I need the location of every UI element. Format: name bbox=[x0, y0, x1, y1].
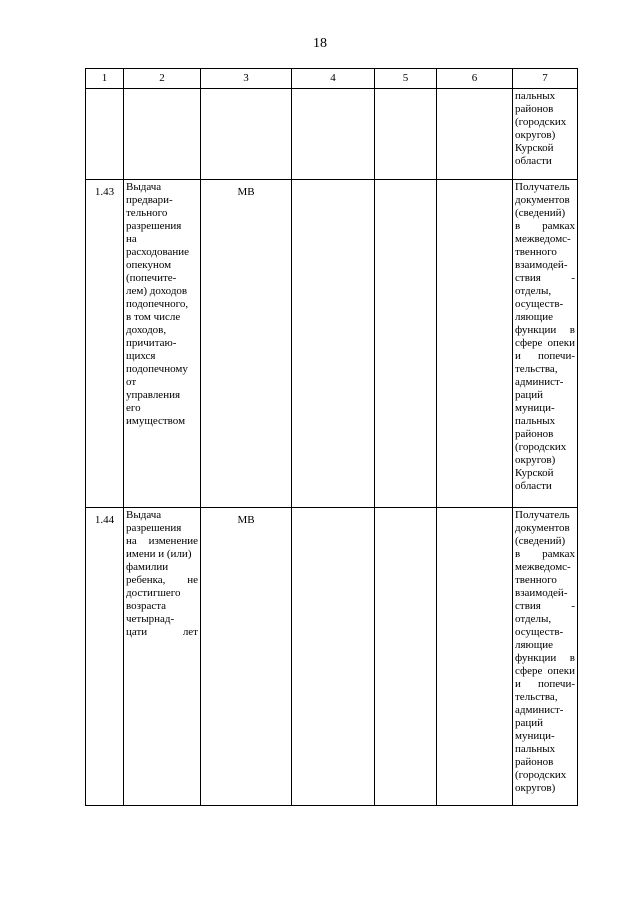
cell-text-line: ляющие bbox=[515, 311, 554, 323]
cell-text-line: цати лет bbox=[126, 626, 198, 638]
cell-text-line: взаимодей- bbox=[515, 587, 568, 599]
cell-recipient bbox=[513, 508, 578, 806]
cell-text-line: тельства, bbox=[515, 691, 558, 703]
cell-text-line: функции в bbox=[515, 324, 575, 336]
cell-text-line: Получатель bbox=[515, 181, 570, 193]
cell-text-line: в рамках bbox=[515, 548, 575, 560]
cell-text-line: (сведений) bbox=[515, 207, 566, 219]
cell-text-line: доходов, bbox=[126, 324, 167, 336]
cell-text-line: на bbox=[126, 233, 137, 245]
table-row bbox=[86, 180, 578, 508]
header-col-6: 6 bbox=[437, 69, 513, 89]
cell-col3 bbox=[201, 89, 292, 180]
cell-text-line: Курской bbox=[515, 467, 554, 479]
cell-text-line: Получатель bbox=[515, 509, 570, 521]
cell-col4 bbox=[292, 508, 375, 806]
cell-col6 bbox=[437, 180, 513, 508]
cell-text-line: на изменение bbox=[126, 535, 198, 547]
cell-text-line: имени и (или) bbox=[126, 548, 192, 560]
header-col-2: 2 bbox=[124, 69, 201, 89]
cell-text-line: округов) bbox=[515, 129, 556, 141]
cell-text-line: муници- bbox=[515, 730, 555, 742]
cell-col5 bbox=[375, 508, 437, 806]
cell-text-line: документов bbox=[515, 194, 570, 206]
cell-text-line: отделы, bbox=[515, 285, 552, 297]
table-row-continuation bbox=[86, 89, 578, 180]
cell-service bbox=[124, 89, 201, 180]
cell-text-line: (сведений) bbox=[515, 535, 566, 547]
cell-col4 bbox=[292, 180, 375, 508]
cell-text-line: пальных bbox=[515, 743, 556, 755]
cell-text-line: сфере опеки bbox=[515, 337, 575, 349]
cell-text-line: его bbox=[126, 402, 141, 414]
cell-text-line: тельства, bbox=[515, 363, 558, 375]
cell-text-line: муници- bbox=[515, 402, 555, 414]
header-col-7: 7 bbox=[513, 69, 578, 89]
cell-recipient bbox=[513, 180, 578, 508]
cell-text-line: и попечи- bbox=[515, 678, 575, 690]
cell-text-line: сфере опеки bbox=[515, 665, 575, 677]
cell-text-line: межведомс- bbox=[515, 233, 571, 245]
cell-text-line: Выдача bbox=[126, 509, 162, 521]
cell-text-line: тельного bbox=[126, 207, 168, 219]
cell-text-line: округов) bbox=[515, 454, 556, 466]
cell-text-line: ствия - bbox=[515, 600, 575, 612]
cell-text-line: Курской bbox=[515, 142, 554, 154]
cell-text-line: в том числе bbox=[126, 311, 181, 323]
cell-text-line: управления bbox=[126, 389, 181, 401]
cell-text-line: ляющие bbox=[515, 639, 554, 651]
header-col-5: 5 bbox=[375, 69, 437, 89]
cell-text-line: и попечи- bbox=[515, 350, 575, 362]
table-header-row bbox=[86, 69, 578, 89]
cell-text-line: пальных bbox=[515, 415, 556, 427]
cell-text-line: (городских bbox=[515, 116, 567, 128]
cell-text-line: раций bbox=[515, 389, 544, 401]
cell-text-line: (городских bbox=[515, 769, 567, 781]
services-table bbox=[85, 68, 578, 806]
cell-text-line: районов bbox=[515, 756, 554, 768]
cell-text-line: округов) bbox=[515, 782, 556, 794]
cell-num: 1.44 bbox=[86, 508, 124, 806]
cell-text-line: районов bbox=[515, 428, 554, 440]
header-col-4: 4 bbox=[292, 69, 375, 89]
cell-text-line: админист- bbox=[515, 376, 564, 388]
cell-text-line: подопечного, bbox=[126, 298, 189, 310]
cell-col6 bbox=[437, 508, 513, 806]
cell-text-line: ствия - bbox=[515, 272, 575, 284]
cell-text-line: области bbox=[515, 480, 552, 492]
cell-col5 bbox=[375, 180, 437, 508]
cell-text-line: лем) доходов bbox=[126, 285, 188, 297]
cell-text-line: области bbox=[515, 155, 552, 167]
cell-service bbox=[124, 180, 201, 508]
cell-text-line: осуществ- bbox=[515, 298, 564, 310]
cell-text-line: документов bbox=[515, 522, 570, 534]
cell-text-line: опекуном bbox=[126, 259, 172, 271]
cell-num: 1.43 bbox=[86, 180, 124, 508]
cell-service bbox=[124, 508, 201, 806]
cell-text-line: разрешения bbox=[126, 522, 182, 534]
cell-text-line: расходование bbox=[126, 246, 190, 258]
table-row bbox=[86, 508, 578, 806]
cell-text-line: возраста bbox=[126, 600, 167, 612]
cell-text-line: админист- bbox=[515, 704, 564, 716]
cell-text-line: четырнад- bbox=[126, 613, 175, 625]
header-col-1: 1 bbox=[86, 69, 124, 89]
cell-text-line: межведомс- bbox=[515, 561, 571, 573]
cell-text-line: отделы, bbox=[515, 613, 552, 625]
cell-num bbox=[86, 89, 124, 180]
header-col-3: 3 bbox=[201, 69, 292, 89]
cell-text-line: ребенка, не bbox=[126, 574, 198, 586]
cell-text-line: (попечите- bbox=[126, 272, 177, 284]
cell-text-line: взаимодей- bbox=[515, 259, 568, 271]
cell-text-line: достигшего bbox=[126, 587, 181, 599]
cell-text-line: пальных bbox=[515, 90, 556, 102]
cell-text-line: раций bbox=[515, 717, 544, 729]
cell-text-line: (городских bbox=[515, 441, 567, 453]
cell-text-line: твенного bbox=[515, 574, 557, 586]
cell-text-line: причитаю- bbox=[126, 337, 177, 349]
cell-col5 bbox=[375, 89, 437, 180]
page-number: 18 bbox=[313, 36, 327, 51]
cell-col6 bbox=[437, 89, 513, 180]
cell-text-line: подопечному bbox=[126, 363, 188, 375]
cell-text-line: от bbox=[126, 376, 137, 388]
cell-text-line: предвари- bbox=[126, 194, 173, 206]
cell-text-line: Выдача bbox=[126, 181, 162, 193]
cell-col3: МВ bbox=[201, 508, 292, 806]
cell-text-line: разрешения bbox=[126, 220, 182, 232]
cell-text-line: фамилии bbox=[126, 561, 169, 573]
cell-text-line: щихся bbox=[126, 350, 156, 362]
cell-text-line: в рамках bbox=[515, 220, 575, 232]
cell-text-line: имуществом bbox=[126, 415, 186, 427]
cell-col4 bbox=[292, 89, 375, 180]
cell-text-line: осуществ- bbox=[515, 626, 564, 638]
cell-recipient bbox=[513, 89, 578, 180]
cell-col3: МВ bbox=[201, 180, 292, 508]
cell-text-line: твенного bbox=[515, 246, 557, 258]
cell-text-line: районов bbox=[515, 103, 554, 115]
cell-text-line: функции в bbox=[515, 652, 575, 664]
